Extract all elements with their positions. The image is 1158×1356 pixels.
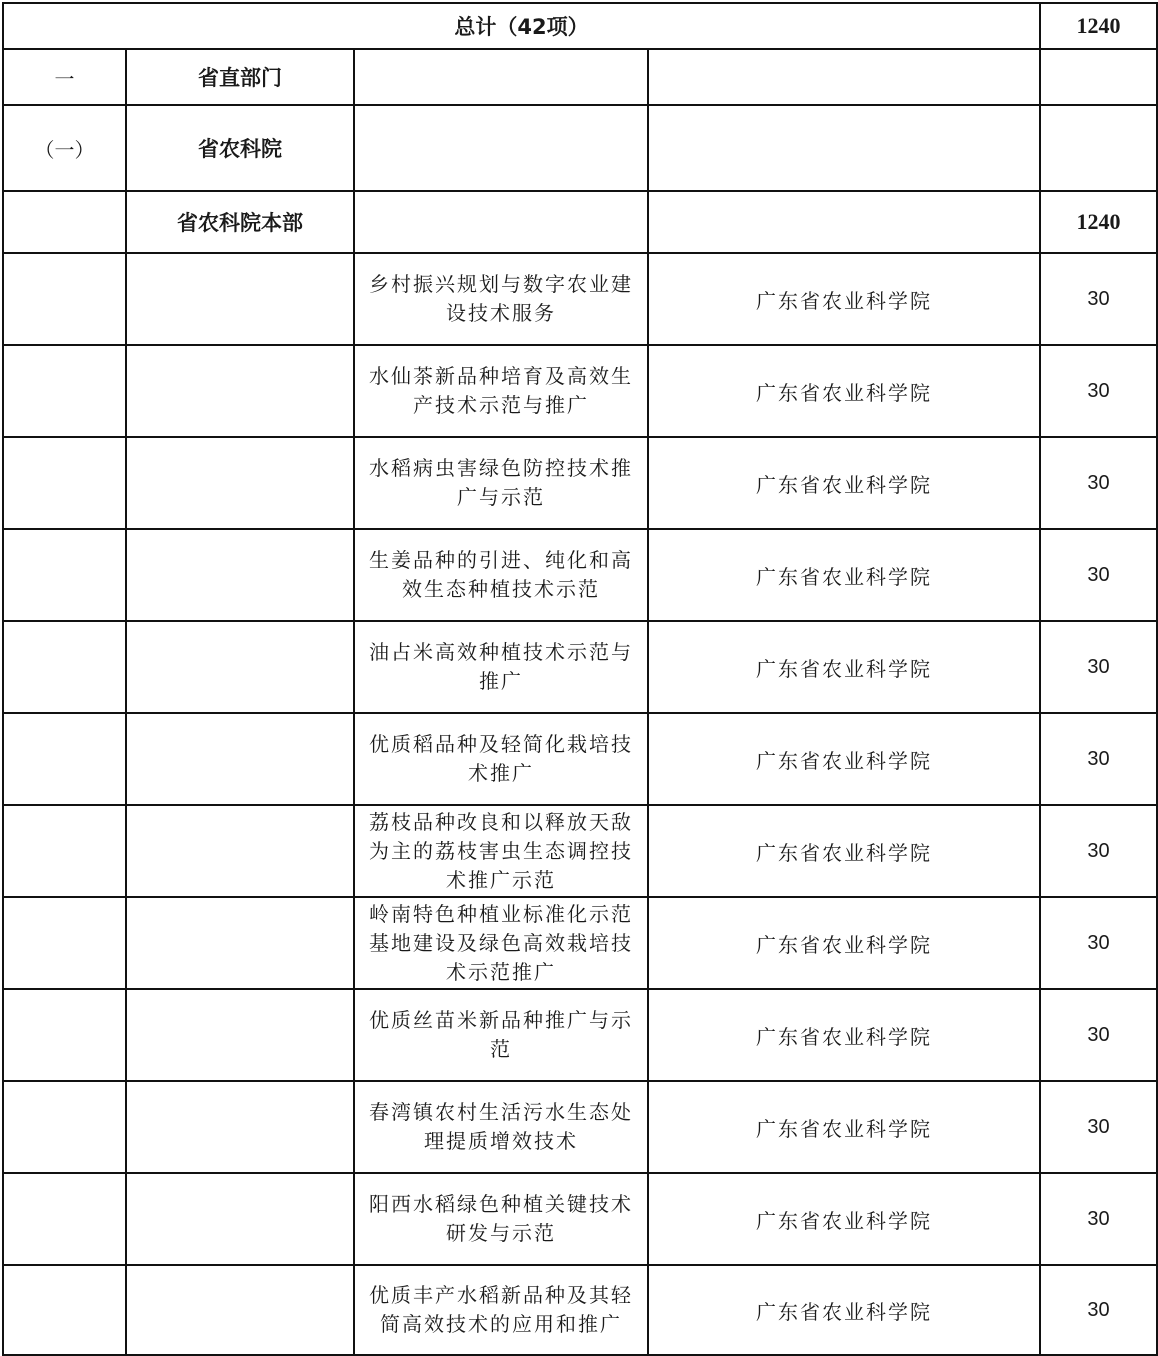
amount: 30 bbox=[1040, 805, 1157, 897]
empty-cell bbox=[126, 437, 354, 529]
table-row bbox=[3, 345, 1157, 437]
level1-row bbox=[3, 49, 1157, 105]
empty-cell bbox=[3, 1173, 126, 1265]
empty-cell bbox=[126, 989, 354, 1081]
level1-name: 省直部门 bbox=[126, 49, 354, 105]
level3-amount: 1240 bbox=[1040, 191, 1157, 253]
empty-cell bbox=[126, 713, 354, 805]
amount: 30 bbox=[1040, 621, 1157, 713]
empty-cell bbox=[3, 437, 126, 529]
table-row bbox=[3, 1173, 1157, 1265]
empty-cell bbox=[126, 1265, 354, 1355]
project-name: 优质丰产水稻新品种及其轻简高效技术的应用和推广 bbox=[354, 1265, 648, 1355]
empty-cell bbox=[3, 897, 126, 989]
unit-name: 广东省农业科学院 bbox=[648, 621, 1040, 713]
level1-index: 一 bbox=[3, 49, 126, 105]
level2-index: （一） bbox=[3, 105, 126, 191]
empty-cell bbox=[126, 1173, 354, 1265]
amount: 30 bbox=[1040, 437, 1157, 529]
table-row bbox=[3, 529, 1157, 621]
table-row bbox=[3, 253, 1157, 345]
empty-cell bbox=[354, 191, 648, 253]
empty-cell bbox=[3, 1265, 126, 1355]
empty-cell bbox=[126, 805, 354, 897]
amount: 30 bbox=[1040, 529, 1157, 621]
table-row bbox=[3, 805, 1157, 897]
level2-name: 省农科院 bbox=[126, 105, 354, 191]
empty-cell bbox=[354, 105, 648, 191]
unit-name: 广东省农业科学院 bbox=[648, 989, 1040, 1081]
table-row bbox=[3, 621, 1157, 713]
amount: 30 bbox=[1040, 345, 1157, 437]
project-name: 水仙茶新品种培育及高效生产技术示范与推广 bbox=[354, 345, 648, 437]
empty-cell bbox=[126, 529, 354, 621]
amount: 30 bbox=[1040, 1265, 1157, 1355]
project-name: 油占米高效种植技术示范与推广 bbox=[354, 621, 648, 713]
amount: 30 bbox=[1040, 989, 1157, 1081]
project-name: 水稻病虫害绿色防控技术推广与示范 bbox=[354, 437, 648, 529]
project-name: 春湾镇农村生活污水生态处理提质增效技术 bbox=[354, 1081, 648, 1173]
empty-cell bbox=[126, 253, 354, 345]
table-row bbox=[3, 989, 1157, 1081]
unit-name: 广东省农业科学院 bbox=[648, 253, 1040, 345]
table-row bbox=[3, 713, 1157, 805]
amount: 30 bbox=[1040, 713, 1157, 805]
unit-name: 广东省农业科学院 bbox=[648, 345, 1040, 437]
table-row bbox=[3, 1265, 1157, 1355]
empty-cell bbox=[648, 105, 1040, 191]
project-name: 优质丝苗米新品种推广与示范 bbox=[354, 989, 648, 1081]
empty-cell bbox=[1040, 105, 1157, 191]
unit-name: 广东省农业科学院 bbox=[648, 897, 1040, 989]
empty-cell bbox=[3, 1081, 126, 1173]
total-row bbox=[3, 3, 1157, 49]
unit-name: 广东省农业科学院 bbox=[648, 1173, 1040, 1265]
unit-name: 广东省农业科学院 bbox=[648, 437, 1040, 529]
empty-cell bbox=[3, 621, 126, 713]
empty-cell bbox=[3, 713, 126, 805]
project-name: 阳西水稻绿色种植关键技术研发与示范 bbox=[354, 1173, 648, 1265]
empty-cell bbox=[126, 621, 354, 713]
unit-name: 广东省农业科学院 bbox=[648, 1081, 1040, 1173]
project-table bbox=[2, 2, 1158, 1356]
project-name: 荔枝品种改良和以释放天敌为主的荔枝害虫生态调控技术推广示范 bbox=[354, 805, 648, 897]
table-row bbox=[3, 1081, 1157, 1173]
project-name: 生姜品种的引进、纯化和高效生态种植技术示范 bbox=[354, 529, 648, 621]
table-row bbox=[3, 897, 1157, 989]
empty-cell bbox=[3, 529, 126, 621]
level3-row bbox=[3, 191, 1157, 253]
level2-row bbox=[3, 105, 1157, 191]
empty-cell bbox=[126, 1081, 354, 1173]
empty-cell bbox=[1040, 49, 1157, 105]
empty-cell bbox=[3, 253, 126, 345]
amount: 30 bbox=[1040, 253, 1157, 345]
unit-name: 广东省农业科学院 bbox=[648, 713, 1040, 805]
empty-cell bbox=[648, 49, 1040, 105]
empty-cell bbox=[354, 49, 648, 105]
table-row bbox=[3, 437, 1157, 529]
empty-cell bbox=[126, 897, 354, 989]
amount: 30 bbox=[1040, 897, 1157, 989]
unit-name: 广东省农业科学院 bbox=[648, 805, 1040, 897]
empty-cell bbox=[648, 191, 1040, 253]
amount: 30 bbox=[1040, 1081, 1157, 1173]
empty-cell bbox=[3, 989, 126, 1081]
project-name: 乡村振兴规划与数字农业建设技术服务 bbox=[354, 253, 648, 345]
unit-name: 广东省农业科学院 bbox=[648, 529, 1040, 621]
empty-cell bbox=[3, 805, 126, 897]
empty-cell bbox=[126, 345, 354, 437]
empty-cell bbox=[3, 345, 126, 437]
amount: 30 bbox=[1040, 1173, 1157, 1265]
level3-name: 省农科院本部 bbox=[126, 191, 354, 253]
empty-cell bbox=[3, 191, 126, 253]
project-name: 岭南特色种植业标准化示范基地建设及绿色高效栽培技术示范推广 bbox=[354, 897, 648, 989]
total-amount: 1240 bbox=[1040, 3, 1157, 49]
project-name: 优质稻品种及轻简化栽培技术推广 bbox=[354, 713, 648, 805]
total-label: 总计（42项） bbox=[3, 3, 1040, 49]
unit-name: 广东省农业科学院 bbox=[648, 1265, 1040, 1355]
